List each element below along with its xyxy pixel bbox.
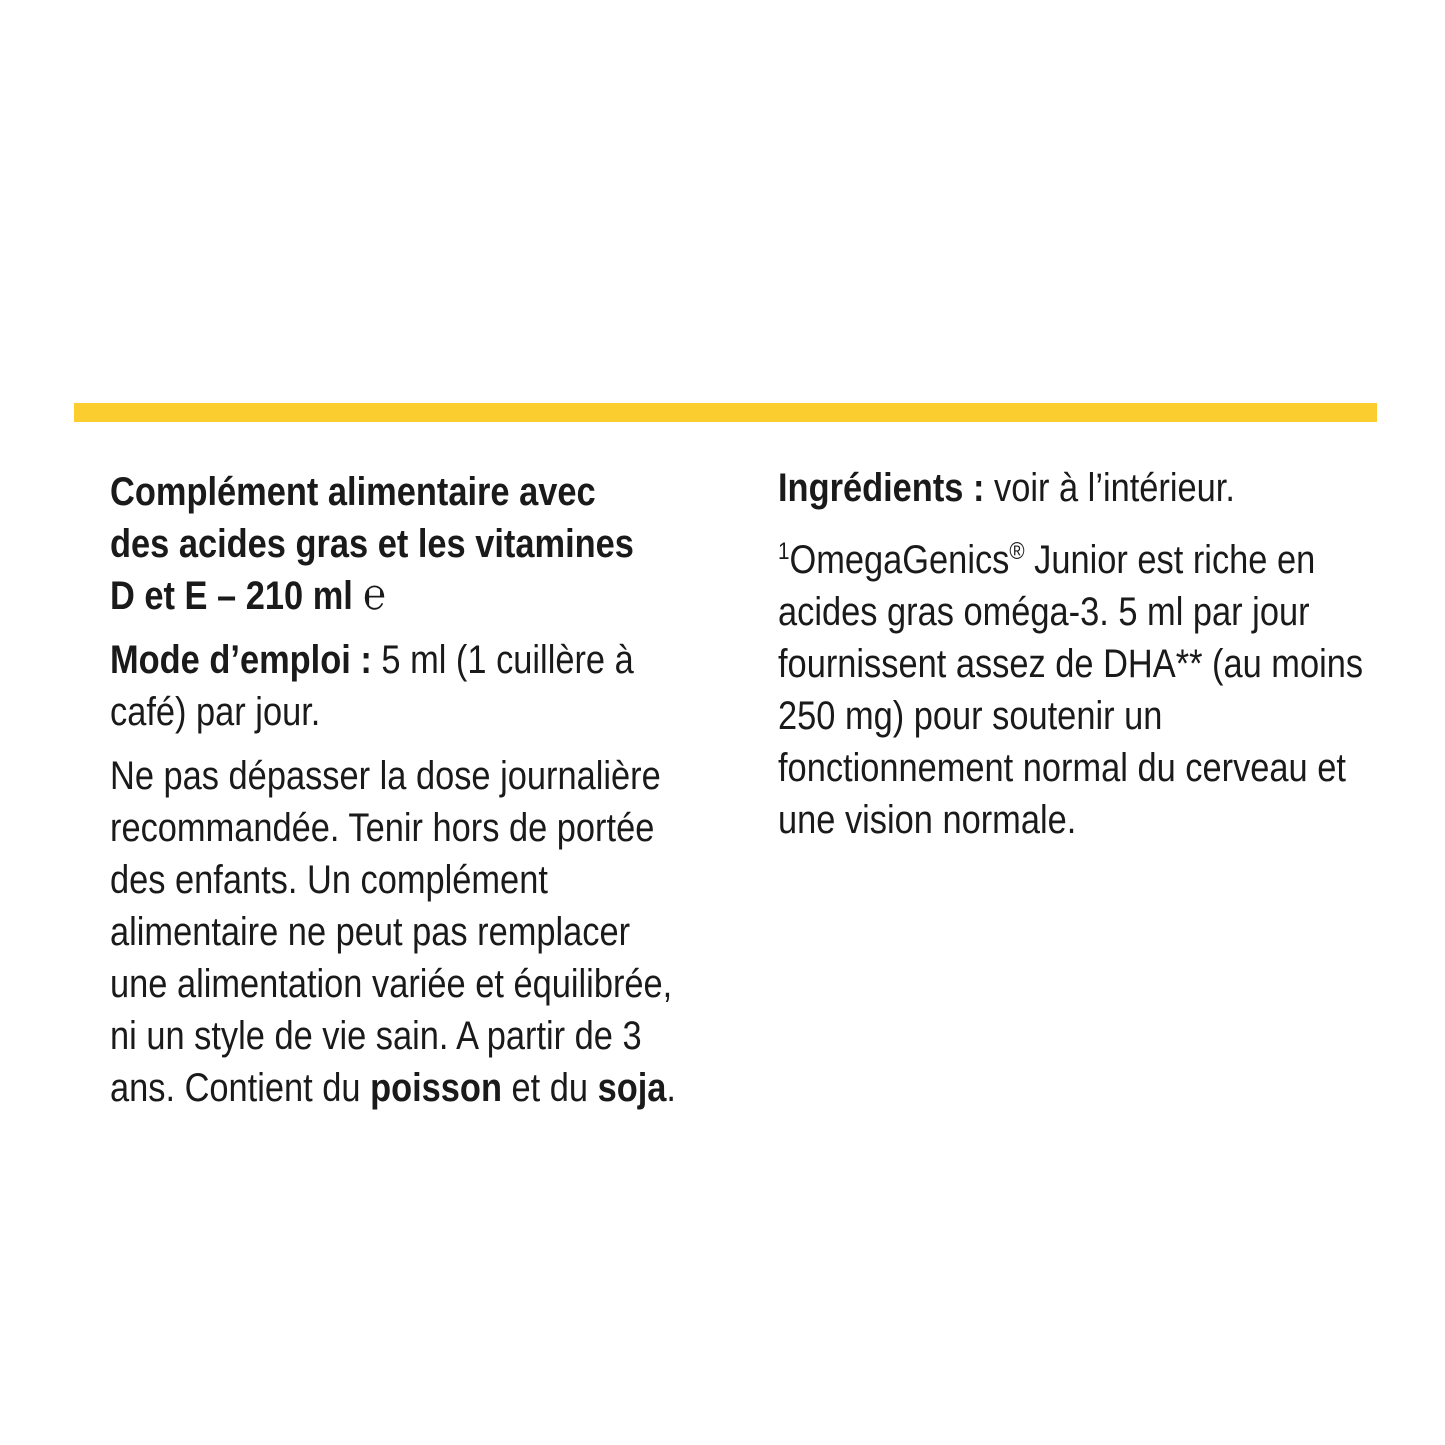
brand-name: OmegaGenics <box>789 538 1010 582</box>
left-column <box>110 466 695 1114</box>
product-heading-text: Complément alimentaire avec des acides gras et les vitamines D et E – 210 ml <box>110 470 634 618</box>
ingredients-line <box>778 462 1389 514</box>
warning-text: Ne pas dépasser la dose journalière recommandée. Tenir hors de portée des enfants. Un complément alimentaire ne peut pas remplacer une alimentation variée et équilibrée, ni un style de vie sain. A partir de 3 ans. Contient du <box>110 754 673 1110</box>
allergen-soy: soja <box>597 1066 667 1110</box>
estimated-sign-icon: ℮ <box>363 569 386 620</box>
allergen-fish: poisson <box>370 1066 502 1110</box>
registered-mark: ® <box>1009 538 1025 565</box>
end-period: . <box>666 1066 677 1110</box>
health-claim <box>778 534 1389 846</box>
footnote-marker: 1 <box>778 538 790 565</box>
product-heading <box>110 466 643 622</box>
right-column <box>778 462 1389 846</box>
claim-text: Junior est riche en acides gras oméga-3. 5 ml par jour fournissent assez de DHA** (au moins 250 mg) pour soutenir un fonctionnement normal du cerveau et une vision normale. <box>778 538 1364 842</box>
warning-text-block <box>110 750 695 1114</box>
allergen-joiner: et du <box>501 1066 598 1110</box>
accent-bar <box>74 403 1377 422</box>
ingredients-text: voir à l’intérieur. <box>993 466 1235 510</box>
usage-text: 5 ml (1 cuillère à café) par jour. <box>110 638 634 734</box>
usage-label: Mode d’emploi : <box>110 638 372 682</box>
ingredients-label: Ingrédients : <box>778 466 985 510</box>
usage-instructions <box>110 634 695 738</box>
